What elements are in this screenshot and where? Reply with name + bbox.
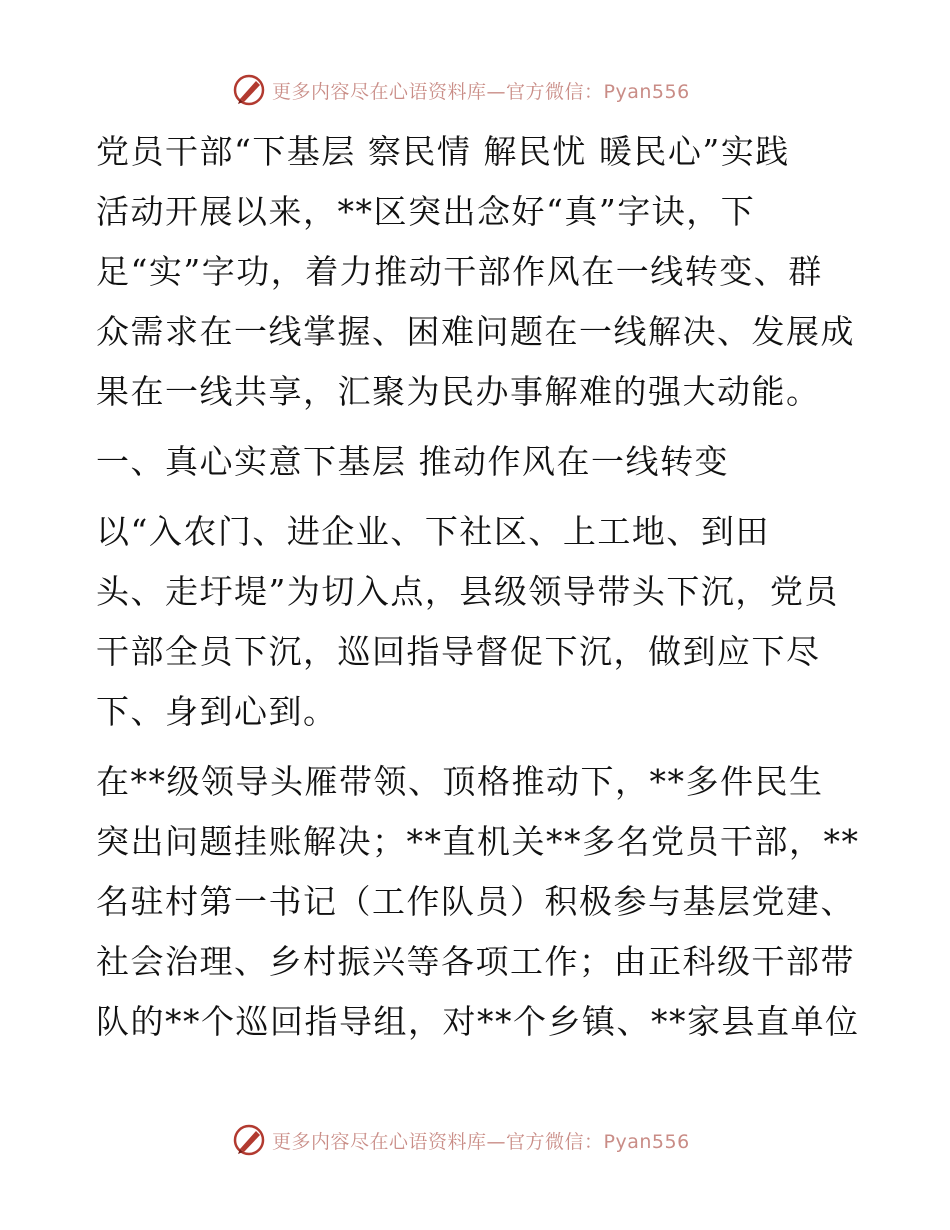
- header-watermark: [232, 70, 690, 110]
- text-line: 干部全员下沉，巡回指导督促下沉，做到应下尽: [96, 632, 821, 671]
- text-line: 活动开展以来，**区突出念好“真”字诀，下: [96, 192, 756, 231]
- text-line: 以“入农门、进企业、下社区、上工地、到田: [96, 512, 770, 551]
- text-line: 突出问题挂账解决；**直机关**多名党员干部，**: [96, 822, 860, 861]
- text-line: 足“实”字功，着力推动干部作风在一线转变、群: [96, 252, 823, 291]
- section-heading: 一、真心实意下基层 推动作风在一线转变: [96, 442, 729, 481]
- text-line: 党员干部“下基层 察民情 解民忧 暖民心”实践: [96, 132, 790, 171]
- text-line: 社会治理、乡村振兴等各项工作；由正科级干部带: [96, 942, 855, 981]
- text-line: 果在一线共享，汇聚为民办事解难的强大动能。: [96, 372, 821, 411]
- text-line: 头、走圩堤”为切入点，县级领导带头下沉，党员: [96, 572, 839, 611]
- paragraph-approach: [96, 502, 856, 742]
- paragraph-results: [96, 752, 860, 1052]
- pen-logo-icon: [232, 73, 266, 107]
- text-line: 众需求在一线掌握、困难问题在一线解决、发展成: [96, 312, 855, 351]
- paragraph-intro: [96, 122, 856, 422]
- pen-logo-icon: [232, 1123, 266, 1157]
- watermark-text: 更多内容尽在心语资料库—官方微信：Pyan556: [272, 1130, 690, 1153]
- footer-watermark: [232, 1120, 690, 1160]
- text-line: 名驻村第一书记（工作队员）积极参与基层党建、: [96, 882, 855, 921]
- text-line: 队的**个巡回指导组，对**个乡镇、**家县直单位: [96, 1002, 860, 1041]
- text-line: 下、身到心到。: [96, 692, 338, 731]
- document-body: [96, 122, 860, 1052]
- watermark-text: 更多内容尽在心语资料库—官方微信：Pyan556: [272, 80, 690, 103]
- text-line: 在**级领导头雁带领、顶格推动下，**多件民生: [96, 762, 824, 801]
